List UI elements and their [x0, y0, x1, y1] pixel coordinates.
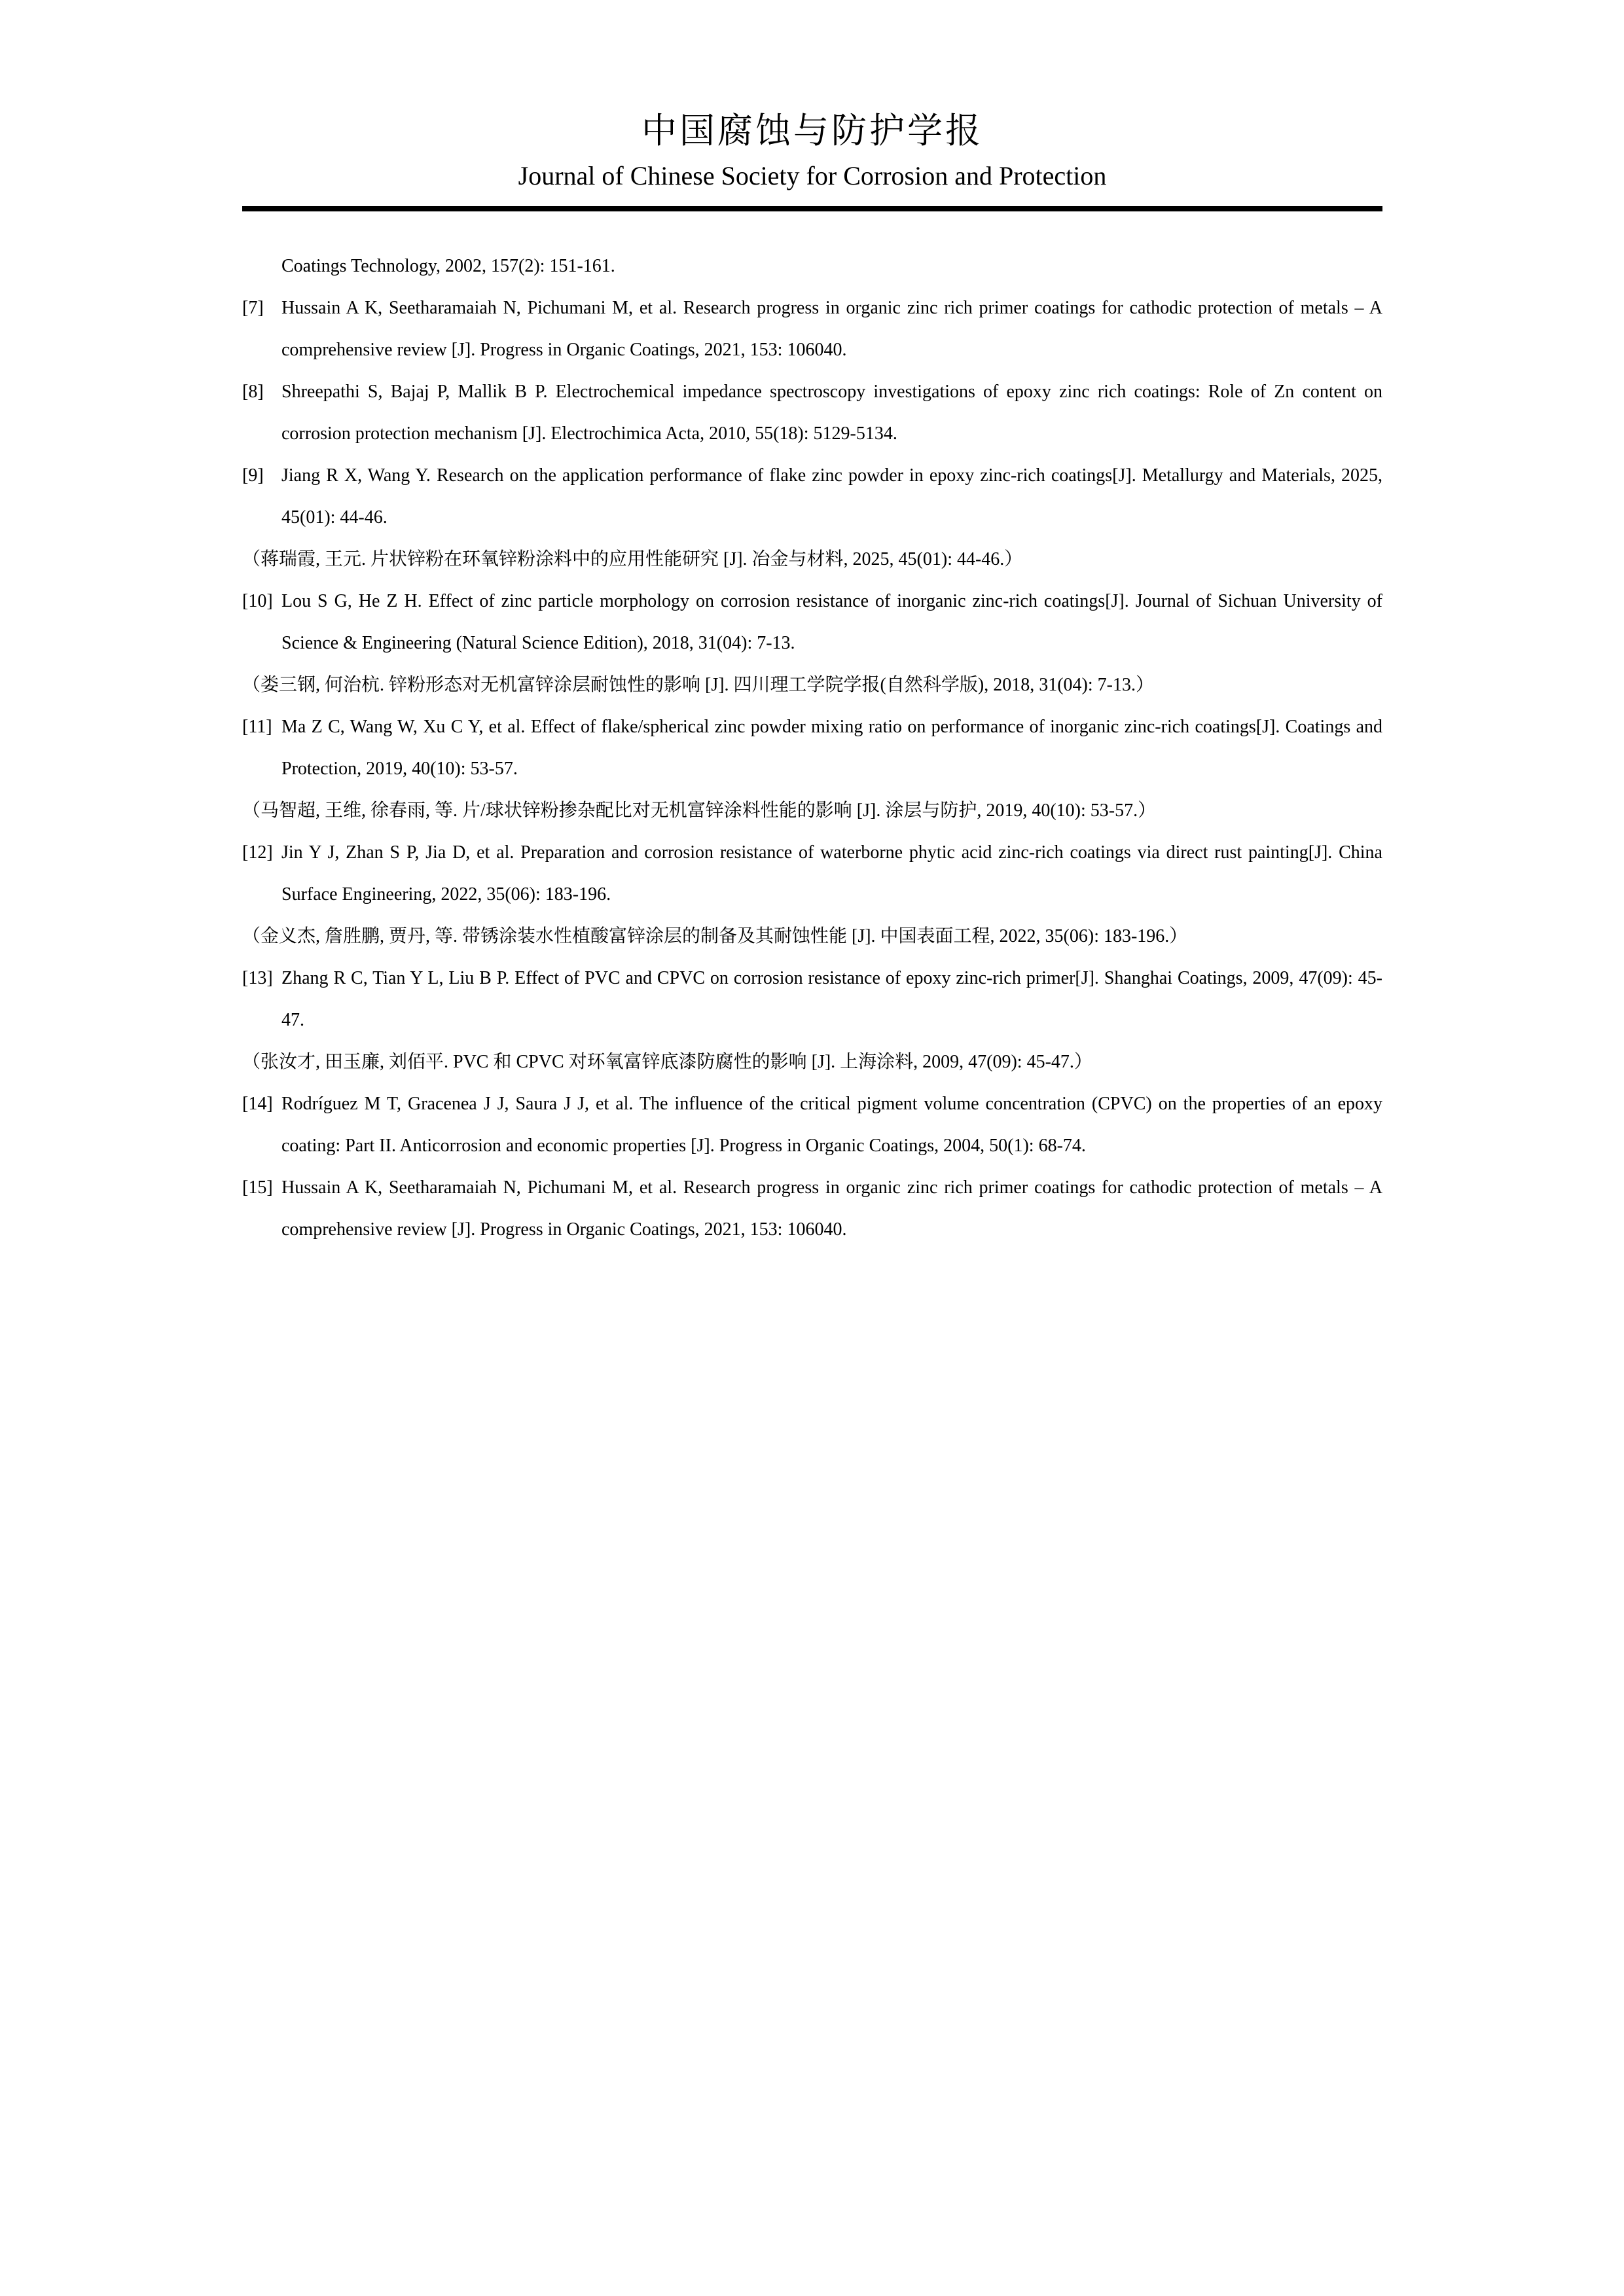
header-rule	[242, 206, 1382, 211]
reference-text: Rodríguez M T, Gracenea J J, Saura J J, et al. The influence of the critical pigment volume concentration (CPVC) on the properties of an epoxy coating: Part II. Anticorrosion and economic properties [J]. Progress in Organic Coatings, 2004, 50(1): 68-74.	[281, 1094, 1382, 1156]
reference-item-14	[242, 1083, 1382, 1167]
reference-number: [15]	[242, 1177, 273, 1198]
reference-text: Shreepathi S, Bajaj P, Mallik B P. Electrochemical impedance spectroscopy investigations of epoxy zinc rich coatings: Role of Zn content on corrosion protection mechanism [J]. Electrochimica Acta, 2010, 55(18): 5129-5134.	[281, 382, 1382, 444]
reference-number: [12]	[242, 842, 273, 863]
reference-item-7	[242, 287, 1382, 371]
reference-item-15	[242, 1167, 1382, 1251]
content-column	[242, 108, 1382, 1251]
reference-item-9-cn	[242, 539, 1382, 581]
reference-item-10	[242, 581, 1382, 664]
reference-number: [13]	[242, 968, 273, 988]
reference-text-cn: （马智超, 王维, 徐春雨, 等. 片/球状锌粉掺杂配比对无机富锌涂料性能的影响 [J]. 涂层与防护, 2019, 40(10): 53-57.）	[242, 800, 1157, 821]
reference-item-9	[242, 455, 1382, 539]
reference-number: [7]	[242, 298, 264, 318]
reference-number: [8]	[242, 382, 264, 402]
reference-text: Lou S G, He Z H. Effect of zinc particle morphology on corrosion resistance of inorganic zinc-rich coatings[J]. Journal of Sichuan University of Science & Engineering (Natural Science Edition), 2018, 31(04): 7-13.	[281, 591, 1382, 653]
reference-number: [10]	[242, 591, 273, 611]
reference-continuation	[242, 245, 1382, 287]
reference-item-12	[242, 832, 1382, 916]
reference-number: [9]	[242, 465, 264, 486]
reference-item-8	[242, 371, 1382, 455]
reference-text: Coatings Technology, 2002, 157(2): 151-161.	[281, 256, 615, 276]
reference-text-cn: （张汝才, 田玉廉, 刘佰平. PVC 和 CPVC 对环氧富锌底漆防腐性的影响 [J]. 上海涂料, 2009, 47(09): 45-47.）	[242, 1052, 1092, 1072]
reference-item-11-cn	[242, 790, 1382, 832]
reference-item-13-cn	[242, 1041, 1382, 1083]
reference-text-cn: （金义杰, 詹胜鹏, 贾丹, 等. 带锈涂装水性植酸富锌涂层的制备及其耐蚀性能 [J]. 中国表面工程, 2022, 35(06): 183-196.）	[242, 926, 1188, 946]
reference-text: Hussain A K, Seetharamaiah N, Pichumani M, et al. Research progress in organic zinc rich primer coatings for cathodic protection of metals – A comprehensive review [J]. Progress in Organic Coatings, 2021, 153: 106040.	[281, 298, 1382, 360]
page-header	[242, 108, 1382, 211]
reference-item-13	[242, 958, 1382, 1041]
reference-text: Ma Z C, Wang W, Xu C Y, et al. Effect of flake/spherical zinc powder mixing ratio on performance of inorganic zinc-rich coatings[J]. Coatings and Protection, 2019, 40(10): 53-57.	[281, 717, 1382, 779]
reference-text: Hussain A K, Seetharamaiah N, Pichumani M, et al. Research progress in organic zinc rich primer coatings for cathodic protection of metals – A comprehensive review [J]. Progress in Organic Coatings, 2021, 153: 106040.	[281, 1177, 1382, 1240]
reference-text: Zhang R C, Tian Y L, Liu B P. Effect of PVC and CPVC on corrosion resistance of epoxy zinc-rich primer[J]. Shanghai Coatings, 2009, 47(09): 45-47.	[281, 968, 1382, 1030]
reference-item-11	[242, 706, 1382, 790]
reference-text-cn: （娄三钢, 何治杭. 锌粉形态对无机富锌涂层耐蚀性的影响 [J]. 四川理工学院学报(自然科学版), 2018, 31(04): 7-13.）	[242, 675, 1154, 695]
journal-title-en: Journal of Chinese Society for Corrosion and Protection	[518, 161, 1107, 190]
reference-item-12-cn	[242, 916, 1382, 958]
reference-item-10-cn	[242, 664, 1382, 706]
reference-number: [11]	[242, 717, 272, 737]
journal-title-cn: 中国腐蚀与防护学报	[641, 111, 983, 151]
reference-number: [14]	[242, 1094, 273, 1114]
reference-text: Jiang R X, Wang Y. Research on the application performance of flake zinc powder in epoxy zinc-rich coatings[J]. Metallurgy and Materials, 2025, 45(01): 44-46.	[281, 465, 1382, 528]
references-list	[242, 245, 1382, 1251]
reference-text-cn: （蒋瑞霞, 王元. 片状锌粉在环氧锌粉涂料中的应用性能研究 [J]. 冶金与材料, 2025, 45(01): 44-46.）	[242, 549, 1023, 569]
reference-text: Jin Y J, Zhan S P, Jia D, et al. Preparation and corrosion resistance of waterborne phytic acid zinc-rich coatings via direct rust painting[J]. China Surface Engineering, 2022, 35(06): 183-196.	[281, 842, 1382, 905]
